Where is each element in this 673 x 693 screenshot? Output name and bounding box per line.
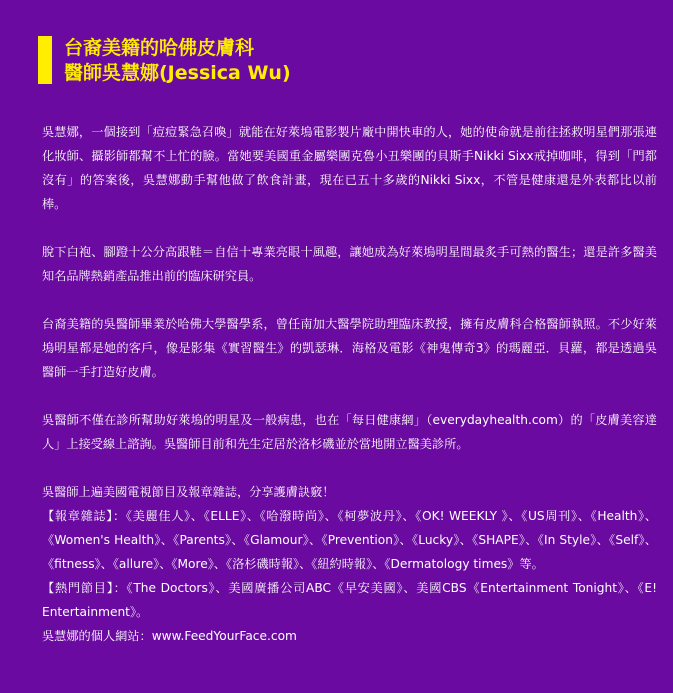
bio-paragraph-4: 吳醫師不僅在診所幫助好萊塢的明星及一般病患，也在「每日健康網」（everydayhealth.com）的「皮膚美容達人」上接受線上諮詢。吳醫師目前和先生定居於洛杉磯並於當地開立醫美診所。	[42, 413, 657, 451]
media-magazines: 【報章雜誌】：《美麗佳人》、《ELLE》、《哈潑時尚》、《柯夢波丹》、《OK! WEEKLY 》、《US周刊》、《Health》、《Women's Health》、《Parents》、《Glamour》、《Prevention》、《Lucky》、《SHAPE》、《In Style》、《Self》、《fitness》、《allure》、《More》、《洛杉磯時報》、《紐約時報》、《Dermatology times》等。	[42, 509, 657, 571]
website-line	[42, 624, 657, 648]
page-title	[64, 36, 291, 86]
bio-content	[42, 120, 657, 648]
title-line-2: 醫師吳慧娜(Jessica Wu)	[64, 62, 291, 84]
media-intro: 吳醫師上遍美國電視節目及報章雜誌，分享護膚訣竅！	[42, 485, 335, 499]
title-accent-bar	[38, 36, 52, 84]
bio-paragraph-2: 脫下白袍、腳蹬十公分高跟鞋＝自信十專業亮眼十風趣，讓她成為好萊塢明星間最炙手可熱的醫生；還是許多醫美知名品牌熱銷產品推出前的臨床研究員。	[42, 245, 657, 283]
website-link[interactable]: www.FeedYourFace.com	[151, 629, 297, 643]
title-line-1: 台裔美籍的哈佛皮膚科	[64, 37, 255, 59]
media-section	[42, 480, 657, 648]
bio-paragraph-3: 台裔美籍的吳醫師畢業於哈佛大學醫學系，曾任南加大醫學院助理臨床教授，擁有皮膚科合格醫師執照。不少好萊塢明星都是她的客戶，像是影集《實習醫生》的凱瑟琳．海格及電影《神鬼傳奇3》的瑪麗亞．貝蘿，都是透過吳醫師一手打造好皮膚。	[42, 317, 657, 379]
media-programs: 【熱門節目】：《The Doctors》、美國廣播公司ABC《早安美國》、美國CBS《Entertainment Tonight》、《E! Entertainment》。	[42, 581, 657, 619]
bio-paragraph-1: 吳慧娜，一個接到「痘痘緊急召喚」就能在好萊塢電影製片廠中開快車的人，她的使命就是前往拯救明星們那張連化妝師、攝影師都幫不上忙的臉。當她要美國重金屬樂團克魯小丑樂團的貝斯手Nikki Sixx戒掉咖啡，得到「門都沒有」的答案後，吳慧娜動手幫他做了飲食計畫，現在已五十多歲的Nikki Sixx，不管是健康還是外表都比以前棒。	[42, 125, 657, 211]
website-label: 吳慧娜的個人網站：	[42, 629, 152, 643]
